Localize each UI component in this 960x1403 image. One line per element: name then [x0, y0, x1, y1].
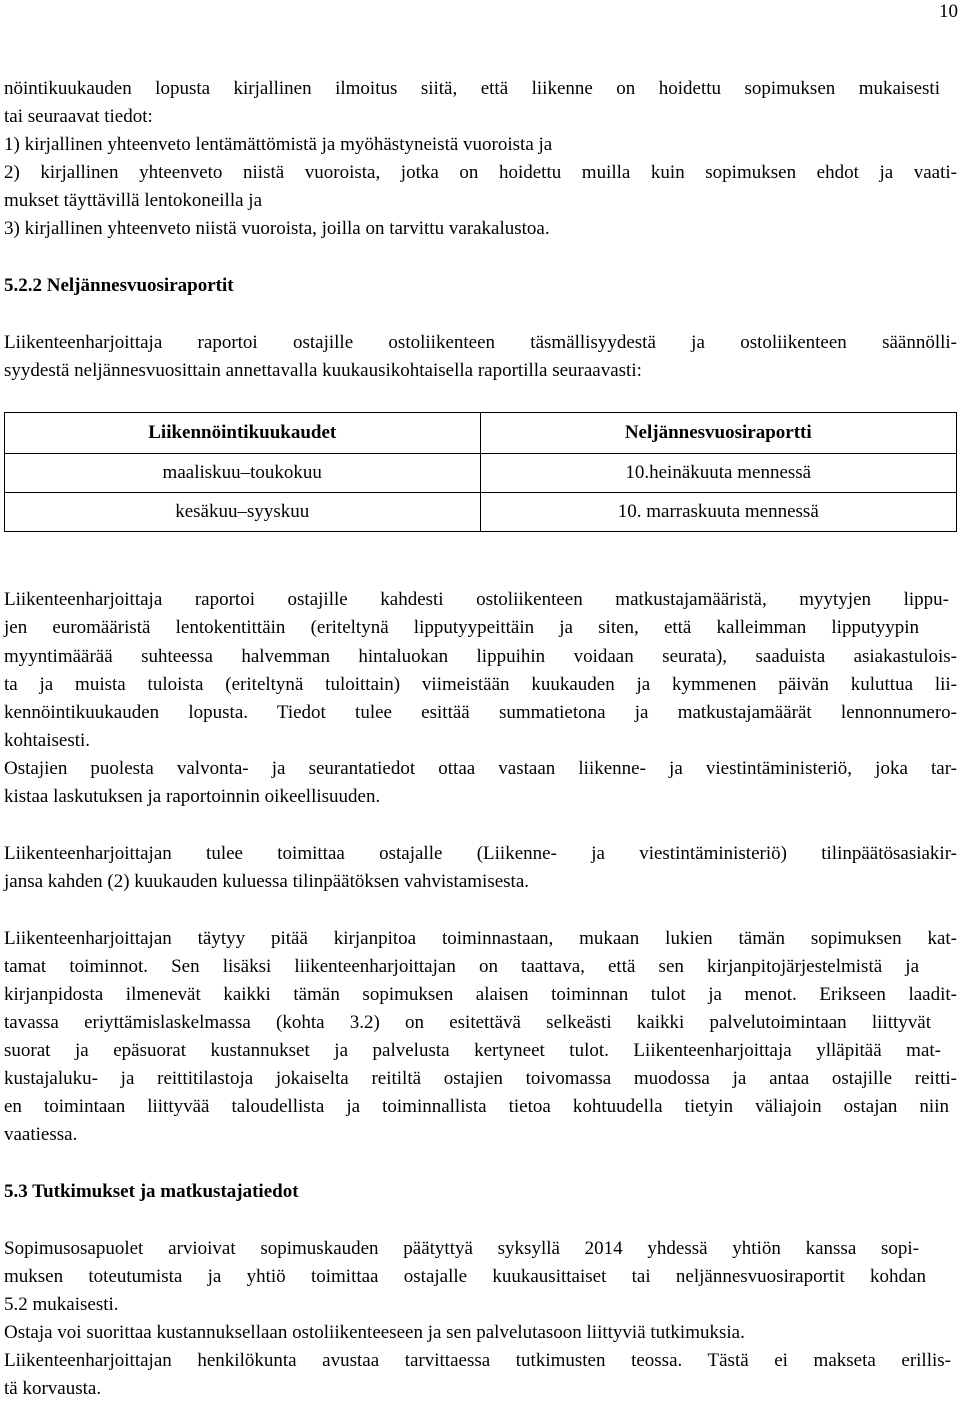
paragraph-line: 5.2 mukaisesti. — [4, 1294, 119, 1315]
paragraph-line: syydestä neljännesvuosittain annettavalla kuukausikohtaisella raportilla seuraavasti: — [4, 360, 642, 381]
paragraph-line: Liikenteenharjoittaja raportoi ostajille ostoliikenteen täsmällisyydestä ja ostoliikenteen säännölli- — [4, 332, 957, 353]
paragraph-line: suorat ja epäsuorat kustannukset ja palvelusta kertyneet tulot. Liikenteenharjoittaja ylläpitää mat- — [4, 1040, 941, 1061]
paragraph-line: Ostajien puolesta valvonta- ja seurantatiedot ottaa vastaan liikenne- ja viestintäministeriö, joka tar- — [4, 758, 957, 779]
paragraph-line: kistaa laskutuksen ja raportoinnin oikeellisuuden. — [4, 786, 381, 807]
paragraph-line: kirjanpidosta ilmenevät kaikki tämän sopimuksen alaisen toiminnan tulot ja menot. Erikseen laadit- — [4, 984, 957, 1005]
table-row — [5, 493, 957, 532]
table-cell: maaliskuu–toukokuu — [5, 454, 481, 493]
section-heading-5-3: 5.3 Tutkimukset ja matkustajatiedot — [4, 1181, 299, 1202]
paragraph-line: kustajaluku- ja reittitilastoja jokaiselta reitiltä ostajien toivomassa muodossa ja antaa ostajille reitti- — [4, 1068, 957, 1089]
paragraph-line: tavassa eriyttämislaskelmassa (kohta 3.2) on esitettävä selkeästi kaikki palvelutoimintaan liittyvät — [4, 1012, 931, 1033]
reporting-schedule-table — [4, 412, 957, 532]
intro-line: 2) kirjallinen yhteenveto niistä vuoroista, jotka on hoidettu muilla kuin sopimuksen ehdot ja vaati- — [4, 162, 957, 183]
paragraph-line: muksen toteutumista ja yhtiö toimittaa ostajalle kuukausittaiset tai neljännesvuosiraportit kohdan — [4, 1266, 926, 1287]
paragraph-line: kohtaisesti. — [4, 730, 91, 751]
paragraph-line: kennöintikuukauden lopusta. Tiedot tulee esittää summatietona ja matkustajamäärät lennonnumero- — [4, 702, 957, 723]
paragraph-line: Liikenteenharjoittaja raportoi ostajille kahdesti ostoliikenteen matkustajamääristä, myytyjen lippu- — [4, 589, 949, 610]
table-row — [5, 454, 957, 493]
table-cell: 10.heinäkuuta mennessä — [480, 454, 957, 493]
intro-line: mukset täyttävillä lentokoneilla ja — [4, 190, 263, 211]
paragraph-line: Liikenteenharjoittajan täytyy pitää kirjanpitoa toiminnastaan, mukaan lukien tämän sopimuksen kat- — [4, 928, 957, 949]
intro-line: 3) kirjallinen yhteenveto niistä vuoroista, joilla on tarvittu varakalustoa. — [4, 218, 550, 239]
table-header-row — [5, 413, 957, 454]
paragraph-line: Ostaja voi suorittaa kustannuksellaan ostoliikenteeseen ja sen palvelutasoon liittyviä tutkimuksia. — [4, 1322, 745, 1343]
intro-line: tai seuraavat tiedot: — [4, 106, 153, 127]
page-number: 10 — [939, 1, 958, 22]
table-cell: kesäkuu–syyskuu — [5, 493, 481, 532]
paragraph-line: vaatiessa. — [4, 1124, 78, 1145]
paragraph-line: Liikenteenharjoittajan henkilökunta avustaa tarvittaessa tutkimusten teossa. Tästä ei makseta erillis- — [4, 1350, 951, 1371]
table-header-cell: Liikennöintikuukaudet — [5, 413, 481, 454]
section-heading-5-2-2: 5.2.2 Neljännesvuosiraportit — [4, 275, 234, 296]
paragraph-line: tamat toiminnot. Sen lisäksi liikenteenharjoittajan on taattava, että sen kirjanpitojärjestelmistä ja — [4, 956, 919, 977]
paragraph-line: ta ja muista tuloista (eriteltynä tuloittain) viimeistään kuukauden ja kymmenen päivän kuluttua lii- — [4, 674, 957, 695]
paragraph-line: Liikenteenharjoittajan tulee toimittaa ostajalle (Liikenne- ja viestintäministeriö) tilinpäätösasiakir- — [4, 843, 957, 864]
table-header-cell: Neljännesvuosiraportti — [480, 413, 957, 454]
paragraph-line: jen euromääristä lentokentittäin (eriteltynä lipputyypeittäin ja siten, että kalleimman lipputyypin — [4, 617, 919, 638]
paragraph-line: tä korvausta. — [4, 1378, 102, 1399]
paragraph-line: myyntimäärää suhteessa halvemman hintaluokan lippuihin voidaan seurata), saaduista asiakastulois- — [4, 646, 957, 667]
paragraph-line: en toimintaan liittyvää taloudellista ja toiminnallista tietoa kohtuudella tietyin väliajoin ostajan niin — [4, 1096, 949, 1117]
paragraph-line: Sopimusosapuolet arvioivat sopimuskauden päätyttyä syksyllä 2014 yhdessä yhtiön kanssa sopi- — [4, 1238, 919, 1259]
intro-line: nöintikuukauden lopusta kirjallinen ilmoitus siitä, että liikenne on hoidettu sopimuksen mukaisesti — [4, 78, 940, 99]
intro-line: 1) kirjallinen yhteenveto lentämättömistä ja myöhästyneistä vuoroista ja — [4, 134, 553, 155]
paragraph-line: jansa kahden (2) kuukauden kuluessa tilinpäätöksen vahvistamisesta. — [4, 871, 530, 892]
table-cell: 10. marraskuuta mennessä — [480, 493, 957, 532]
